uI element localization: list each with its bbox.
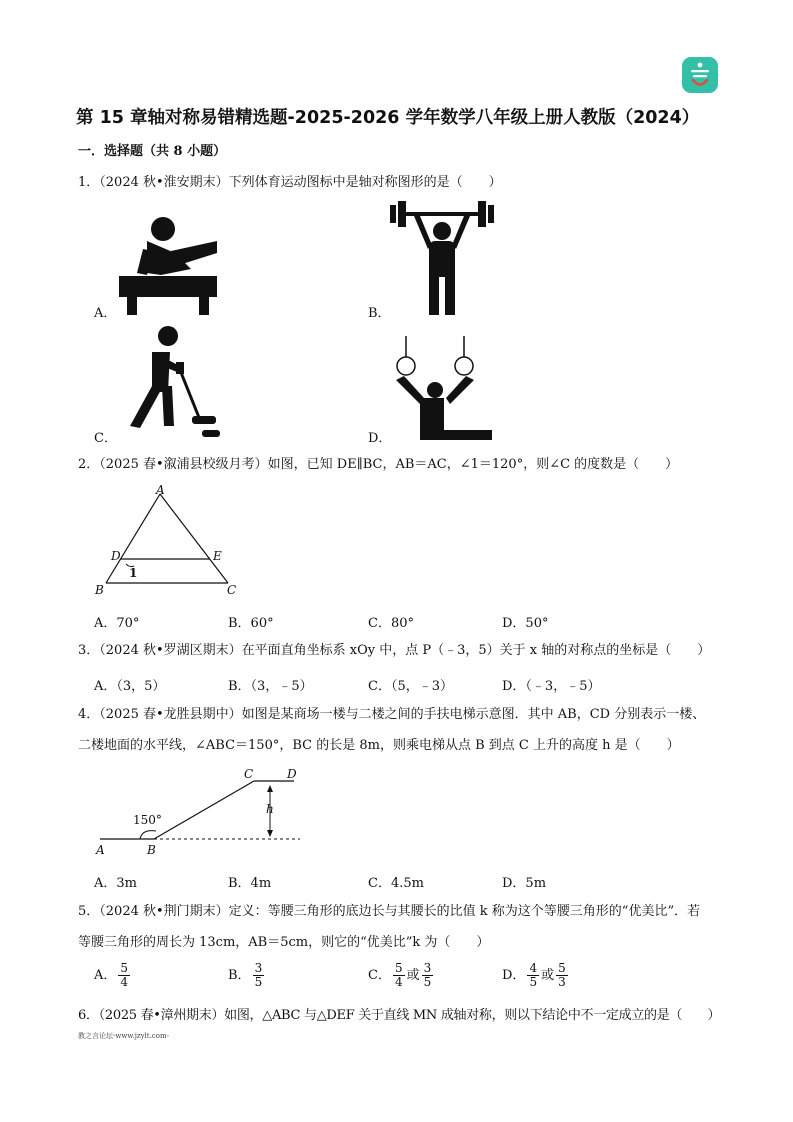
label-angle-1: 1 [129, 566, 138, 580]
golf-icon[interactable] [118, 322, 228, 442]
label-angle-150: 150° [133, 813, 162, 827]
q1-option-d-label: D． [368, 431, 392, 446]
q1-option-b-label: B． [368, 306, 391, 321]
question-5-stem-line-2: 等腰三角形的周长为 13cm，AB＝5cm，则它的“优美比”k 为（ ） [78, 935, 490, 950]
fraction: $\frac{5}{4}$ [120, 961, 129, 989]
fraction: $\frac{4}{5}$ [529, 961, 538, 989]
question-1-stem: 1．（2024 秋•淮安期末）下列体育运动图标中是轴对称图形的是（ ） [78, 175, 502, 190]
q4-option-a[interactable]: A．3m [94, 876, 137, 891]
label-point-b: B [95, 583, 104, 597]
fraction: $\frac{3}{5}$ [254, 961, 263, 989]
label-point-c: C [244, 767, 254, 781]
q1-option-a-label: A． [94, 306, 117, 321]
q2-option-c[interactable]: C．80° [368, 616, 414, 631]
triangle-de-parallel-bc-figure [90, 480, 250, 600]
q4-option-b[interactable]: B．4m [228, 876, 272, 891]
section-heading: 一．选择题（共 8 小题） [78, 144, 227, 159]
fraction: $\frac{3}{5}$ [423, 961, 432, 989]
question-4-stem-line-2: 二楼地面的水平线，∠ABC＝150°，BC 的长是 8m，则乘电梯从点 B 到点 C 上升的高度 h 是（ ） [78, 738, 680, 753]
q5-option-b[interactable]: B． $\frac{3}{5}$ [228, 961, 263, 989]
q3-option-b[interactable]: B．（3，﹣5） [228, 679, 313, 694]
question-2-stem: 2．（2025 春•溆浦县校级月考）如图，已知 DE∥BC，AB＝AC，∠1＝120°，则∠C 的度数是（ ） [78, 457, 679, 472]
q3-option-c[interactable]: C．（5，﹣3） [368, 679, 453, 694]
question-5-stem-line-1: 5．（2024 秋•荆门期末）定义：等腰三角形的底边长与其腰长的比值 k 称为这个等腰三角形的“优美比”．若 [78, 904, 701, 919]
label-point-a: A [96, 843, 105, 857]
page-title: 第 15 章轴对称易错精选题-2025-2026 学年数学八年级上册人教版（2024） [76, 108, 700, 128]
fraction: $\frac{5}{4}$ [394, 961, 403, 989]
q3-option-d[interactable]: D．（﹣3，﹣5） [502, 679, 601, 694]
q1-option-c-label: C． [94, 431, 117, 446]
site-logo [682, 57, 718, 93]
question-4-stem-line-1: 4．（2025 春•龙胜县期中）如图是某商场一楼与二楼之间的手扶电梯示意图．其中 AB，CD 分别表示一楼、 [78, 707, 706, 722]
label-point-d: D [111, 549, 121, 563]
label-point-e: E [213, 549, 222, 563]
q5-option-a[interactable]: A． $\frac{5}{4}$ [94, 961, 129, 989]
label-height-h: h [266, 802, 274, 816]
label-point-c: C [227, 583, 237, 597]
q5-option-c[interactable]: C． $\frac{5}{4}$ 或 $\frac{3}{5}$ [368, 961, 432, 989]
q2-option-a[interactable]: A．70° [94, 616, 140, 631]
footer-site: 教之言论坛-www.jzylt.com- [78, 1032, 169, 1040]
q4-option-c[interactable]: C．4.5m [368, 876, 424, 891]
q3-option-a[interactable]: A．（3，5） [94, 679, 166, 694]
pommel-horse-icon[interactable] [117, 215, 219, 317]
label-point-d: D [287, 767, 297, 781]
gymnastic-rings-icon[interactable] [390, 334, 496, 444]
q5-option-d[interactable]: D． $\frac{4}{5}$ 或 $\frac{5}{3}$ [502, 961, 566, 989]
label-point-b: B [147, 843, 156, 857]
question-6-stem: 6．（2025 春•漳州期末）如图，△ABC 与△DEF 关于直线 MN 成轴对称，则以下结论中不一定成立的是（ ） [78, 1008, 721, 1023]
weightlifting-icon[interactable] [388, 199, 496, 317]
q2-option-d[interactable]: D．50° [502, 616, 549, 631]
q2-option-b[interactable]: B．60° [228, 616, 274, 631]
q4-option-d[interactable]: D．5m [502, 876, 547, 891]
label-point-a: A [156, 483, 165, 497]
fraction: $\frac{5}{3}$ [558, 961, 566, 989]
question-3-stem: 3．（2024 秋•罗湖区期末）在平面直角坐标系 xOy 中，点 P（﹣3，5）关于 x 轴的对称点的坐标是（ ） [78, 643, 711, 658]
